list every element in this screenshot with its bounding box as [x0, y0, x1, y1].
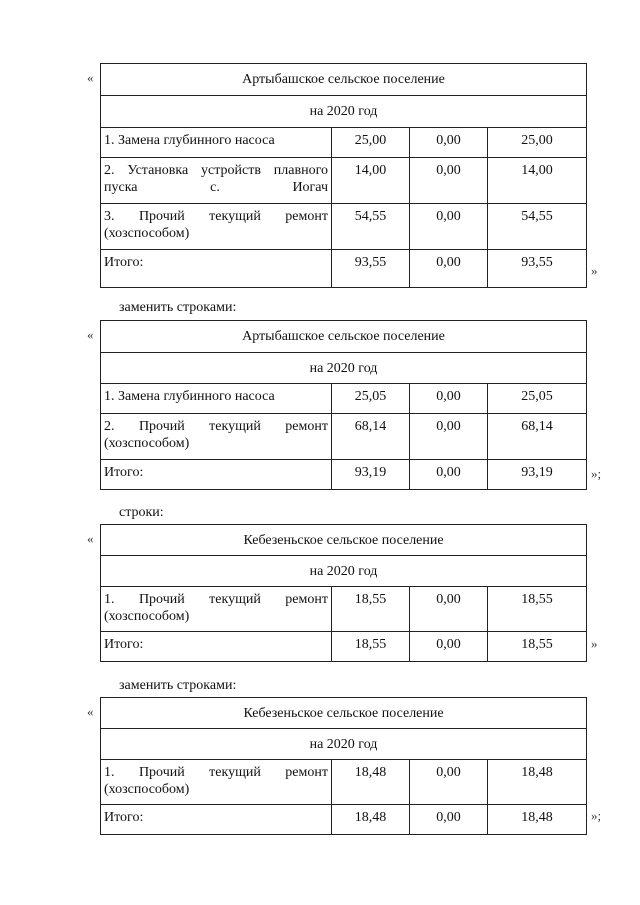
value-2: 0,00 [410, 760, 488, 805]
opening-quote: « [87, 327, 94, 342]
value-2: 0,00 [410, 158, 488, 204]
budget-table-kebezen-new [100, 697, 587, 835]
total-value-3: 93,19 [488, 460, 587, 490]
table-row [101, 587, 587, 632]
value-1: 54,55 [332, 204, 410, 250]
value-2: 0,00 [410, 384, 488, 414]
item-name: 1. Прочий текущий ремонт (хозспособом) [101, 587, 332, 632]
budget-table-kebezen-old [100, 524, 587, 662]
table-row [101, 128, 587, 158]
total-value-2: 0,00 [410, 805, 488, 835]
table-row [101, 204, 587, 250]
budget-table-artybash-old [100, 63, 587, 288]
value-2: 0,00 [410, 414, 488, 460]
value-3: 14,00 [488, 158, 587, 204]
year-header: на 2020 год [101, 353, 587, 384]
total-value-2: 0,00 [410, 632, 488, 662]
table-row [101, 384, 587, 414]
year-header: на 2020 год [101, 556, 587, 587]
total-label: Итого: [101, 460, 332, 490]
settlement-title: Артыбашское сельское поселение [101, 321, 587, 353]
total-label: Итого: [101, 805, 332, 835]
value-1: 25,05 [332, 384, 410, 414]
opening-quote: « [87, 704, 94, 719]
total-value-1: 18,55 [332, 632, 410, 662]
total-value-3: 18,55 [488, 632, 587, 662]
total-label: Итого: [101, 250, 332, 288]
item-name: 1. Замена глубинного насоса [101, 128, 332, 158]
value-3: 25,05 [488, 384, 587, 414]
item-name: 2. Установка устройств плавного пуска с. Иогач [101, 158, 332, 204]
total-value-1: 93,19 [332, 460, 410, 490]
instruction-text: заменить строками: [119, 678, 237, 693]
value-1: 18,55 [332, 587, 410, 632]
instruction-text: строки: [119, 505, 164, 520]
total-value-3: 18,48 [488, 805, 587, 835]
value-1: 68,14 [332, 414, 410, 460]
year-header: на 2020 год [101, 729, 587, 760]
closing-quote: »; [591, 808, 602, 823]
total-value-2: 0,00 [410, 250, 488, 288]
value-3: 68,14 [488, 414, 587, 460]
opening-quote: « [87, 531, 94, 546]
value-2: 0,00 [410, 128, 488, 158]
value-1: 18,48 [332, 760, 410, 805]
table-row [101, 414, 587, 460]
instruction-text: заменить строками: [119, 300, 237, 315]
item-name: 2. Прочий текущий ремонт (хозспособом) [101, 414, 332, 460]
item-name: 1. Замена глубинного насоса [101, 384, 332, 414]
opening-quote: « [87, 70, 94, 85]
value-3: 25,00 [488, 128, 587, 158]
total-value-3: 93,55 [488, 250, 587, 288]
value-2: 0,00 [410, 204, 488, 250]
year-header: на 2020 год [101, 96, 587, 128]
total-row [101, 632, 587, 662]
total-label: Итого: [101, 632, 332, 662]
total-row [101, 250, 587, 288]
settlement-title: Кебезеньское сельское поселение [101, 525, 587, 556]
value-3: 18,55 [488, 587, 587, 632]
closing-quote: »; [591, 466, 602, 481]
total-value-1: 93,55 [332, 250, 410, 288]
closing-quote: » [591, 263, 598, 278]
settlement-title: Кебезеньское сельское поселение [101, 698, 587, 729]
table-row [101, 158, 587, 204]
value-3: 18,48 [488, 760, 587, 805]
total-value-2: 0,00 [410, 460, 488, 490]
settlement-title: Артыбашское сельское поселение [101, 64, 587, 96]
table-row [101, 760, 587, 805]
value-2: 0,00 [410, 587, 488, 632]
total-row [101, 460, 587, 490]
item-name: 3. Прочий текущий ремонт (хозспособом) [101, 204, 332, 250]
closing-quote: » [591, 636, 598, 651]
total-row [101, 805, 587, 835]
value-3: 54,55 [488, 204, 587, 250]
item-name: 1. Прочий текущий ремонт (хозспособом) [101, 760, 332, 805]
budget-table-artybash-new [100, 320, 587, 490]
value-1: 14,00 [332, 158, 410, 204]
total-value-1: 18,48 [332, 805, 410, 835]
value-1: 25,00 [332, 128, 410, 158]
